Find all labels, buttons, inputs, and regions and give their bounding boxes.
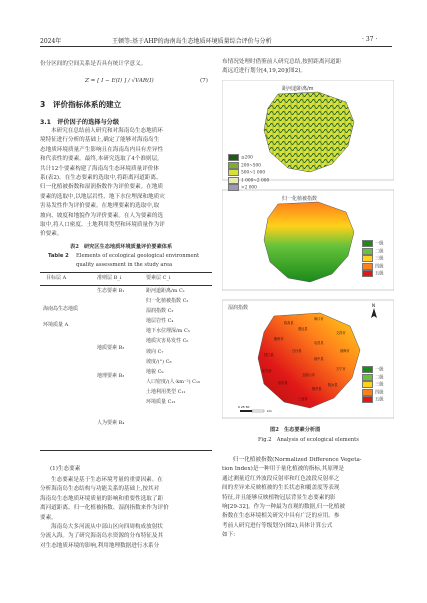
para3-line: 对生态地质环境的影响,利用地理数据进行水系分 <box>40 542 160 549</box>
legend-swatch <box>362 389 373 396</box>
city-label: 澄迈县 <box>298 327 308 331</box>
table-cell: 地貌 C₉ <box>146 368 164 375</box>
section-title: 3 评价指标体系的建立 <box>40 100 122 109</box>
para2-line: 要素。 <box>40 514 57 521</box>
legend-item: ≤200 <box>228 154 269 162</box>
para2-line: 分析海南岛生态结构与功能关系的基础上,按其对 <box>40 486 160 493</box>
city-label: 东方市 <box>262 369 272 373</box>
right-top-text <box>222 58 394 77</box>
table-header-rule <box>40 285 212 286</box>
city-label: 陵水县 <box>328 383 338 387</box>
legend-swatch <box>362 381 373 388</box>
legend-item: 二级 <box>362 248 384 256</box>
legend-ndvi <box>362 240 384 278</box>
city-label: 白沙县 <box>292 349 302 353</box>
table-bottom-rule <box>40 450 212 451</box>
legend-swatch <box>362 255 373 262</box>
legend-swatch <box>362 248 373 255</box>
table-cell: 地下水位埋深/m C₅ <box>146 328 190 335</box>
legend-item: 四级 <box>362 263 384 271</box>
legend-item: 三级 <box>362 381 384 389</box>
para4-line: 间的差异来反映植被的生长状态和覆盖度等表现 <box>222 485 340 492</box>
goal-line: 海南岛生态地质 <box>43 306 79 312</box>
scale-unit: km <box>267 409 272 413</box>
table-cell: 湿润指数 C₃ <box>146 308 174 315</box>
map1-label: 距河道距离/m <box>282 86 314 92</box>
legend-item: 三级 <box>362 255 384 263</box>
city-label: 儋州市 <box>274 337 284 341</box>
city-label: 昌江县 <box>264 353 274 357</box>
table-cell: 坡向 C₇ <box>146 348 164 355</box>
figure-caption-en: Fig.2 Analysis of ecological elements <box>258 437 359 443</box>
map2-label: 归一化植被指数 <box>282 196 318 202</box>
legend-item: 五级 <box>362 270 384 278</box>
legend-item: 一级 <box>362 240 384 248</box>
para1-line: 价要素。 <box>40 231 63 238</box>
table-cell: 人口密度/(人·km⁻²) C₁₀ <box>146 378 201 385</box>
legend-swatch <box>228 184 239 191</box>
city-label: 万宁市 <box>336 367 346 371</box>
figure-caption-cn: 图2 生态要素分析图 <box>270 427 321 433</box>
table-cell: 地质灾害易发性 C₆ <box>146 338 189 345</box>
city-label: 临高县 <box>284 321 294 325</box>
right-top-line: 布情况处理时借鉴前人研究总结,按照距离河道距 <box>222 59 342 65</box>
intro-line: 份分区间的空间关系是否具有统计学意义。 <box>40 61 147 67</box>
legend-river <box>228 154 269 192</box>
map3-island <box>258 313 360 408</box>
table-top-rule <box>40 272 212 273</box>
table-cell: 环境质量 C₁₂ <box>146 399 176 406</box>
table-caption-en-1: Elements of ecological geological environment <box>76 253 200 259</box>
para4-line: 指数在生态环境相关研究中具有广泛的应用。参 <box>222 513 340 520</box>
city-label: 五指山市 <box>302 373 315 377</box>
city-label: 屯昌县 <box>314 341 324 345</box>
para3-line: 分流入海。为了研究海南岛水资源的分布特征及其 <box>40 533 164 540</box>
table-cell: 距河道距离/m C₁ <box>146 288 185 294</box>
city-label: 琼中县 <box>314 357 324 361</box>
north-arrow <box>371 303 377 318</box>
paragraph-1 <box>40 127 212 240</box>
table-cell: 坡度/(°) C₈ <box>146 358 172 365</box>
para1-line: 系(表2)。在生态要素的选取中,将距离河道距离、 <box>40 175 162 182</box>
map3-label: 湿润指数 <box>228 305 249 311</box>
legend-item: 四级 <box>362 389 384 397</box>
legend-item: >2 000 <box>228 184 269 192</box>
para4-line: 特征,并且能够反映植物冠层背景生态要素的影 <box>222 494 336 501</box>
city-label: 乐东县 <box>278 381 288 385</box>
legend-swatch <box>362 240 373 247</box>
paragraph-4 <box>222 456 394 541</box>
goal-line: 环境质量 A <box>43 321 69 328</box>
table-cell: 土地利用类型 C₁₁ <box>146 388 186 395</box>
para1-line: 坡向、坡度和地貌作为评价要素。在人为要素的选 <box>40 212 164 219</box>
paragraph-2 <box>40 476 212 551</box>
para4-line: tion Index)是一种用于量化植被的指标,其原理是 <box>222 466 345 473</box>
table-criterion-1: 生态要素 B₁ <box>97 288 125 294</box>
subsection-title: 3.1 评价因子的选择与分级 <box>40 119 120 126</box>
legend-item: 500~1 000 <box>228 169 269 177</box>
para1-line: 害易发性作为评价要素。在地理要素的选取中,取 <box>40 203 160 210</box>
para1-line: 本研究在总结前人研究和对海南岛生态地质环 <box>51 128 163 134</box>
legend-item: 五级 <box>362 396 384 404</box>
legend-swatch <box>362 366 373 373</box>
table-elements <box>146 287 200 408</box>
page-number: · 37 · <box>362 36 378 43</box>
table-cell: 归一化植被指数 C₂ <box>146 298 189 305</box>
para2-line: 海南岛生态地质环境质量的影响和重要性选取了距 <box>40 495 164 502</box>
para2-line: 生态要素是基于生态环境考量的重要因素。在 <box>51 477 163 483</box>
legend-swatch <box>362 270 373 277</box>
city-label: 海口市 <box>314 317 324 321</box>
map2-island <box>264 202 354 282</box>
table-cell: 地层岩性 C₄ <box>146 318 174 325</box>
para1-line: 要素的选取中,以地层岩性、地下水位埋深和地质灾 <box>40 193 165 200</box>
legend-swatch <box>362 396 373 403</box>
legend-swatch <box>362 263 373 270</box>
header-title: 王顿等:基于AHP的海南岛生态地质环境质量综合评价与分析 <box>112 38 272 45</box>
city-label: 文昌市 <box>336 331 346 335</box>
table-caption-cn: 表2 研究区生态地质环境质量评价要素体系 <box>70 244 173 250</box>
para1-line: 归一化植被指数和湿润指数作为评价要素。在地质 <box>40 184 164 191</box>
scale-label: 0 25 50 <box>238 405 250 409</box>
city-label: 保亭县 <box>312 387 322 391</box>
para1-line: 和代表性的要素。最终,本研究选取了4个准则层, <box>40 156 159 163</box>
table-caption-en-label: Table 2 <box>48 253 69 259</box>
para2-line: 离河道距离、归一化植被指数、湿润指数来作为评价 <box>40 505 169 512</box>
table-caption-en-2: quality assessment in the study area <box>76 262 173 268</box>
para1-line: 取中,将人口密度、土地利用类型和环境质量作为评 <box>40 222 165 229</box>
para1-line: 境特征进行分析的基础上,确定了能够对海南岛生 <box>40 137 160 144</box>
legend-swatch <box>228 162 239 169</box>
legend-item: 二级 <box>362 374 384 382</box>
map1-island <box>264 92 354 172</box>
para3-line: 海南岛大多河流从中部山区向四周构成放射状 <box>51 524 163 531</box>
sub-heading-ecology: (1)生态要素 <box>50 466 81 472</box>
para4-line: 通过测量近红外波段反射率和红色波段反射率之 <box>222 475 340 482</box>
scale-bar <box>238 405 272 413</box>
para4-line: 响[29-32]。作为一种最为直观的数据,归一化植被 <box>222 504 345 511</box>
table-goal-cell <box>43 305 78 330</box>
legend-item: 一级 <box>362 366 384 374</box>
formula-number: (7) <box>200 78 208 84</box>
formula: Z = [ I − E(I) ] / √VAR(I) <box>85 78 154 84</box>
legend-item: 200~500 <box>228 162 269 170</box>
header-year: 2024年 <box>40 38 62 45</box>
legend-item: 1 000~2 000 <box>228 177 269 185</box>
header-rule <box>40 46 392 47</box>
table-criterion-4: 人为要素 B₄ <box>97 420 125 426</box>
para1-line: 态地质环境质量产生影响且在海南岛内具有差异性 <box>40 146 164 153</box>
para4-line: 考前人研究进行等级划分(图2),具体计算公式 <box>222 522 333 529</box>
legend-wetness <box>362 366 384 404</box>
city-label: 琼海市 <box>340 349 350 353</box>
legend-swatch <box>228 154 239 161</box>
city-label: 三亚市 <box>298 397 308 401</box>
north-label: N <box>372 303 375 308</box>
right-top-line: 离远近进行划分[4,19,20](图2)。 <box>222 68 306 75</box>
legend-swatch <box>362 374 373 381</box>
table-header-element: 要素层 C_i <box>146 275 171 281</box>
para1-line: 共计12个要素构建了海南岛生态环境质量评价体 <box>40 165 159 172</box>
table-header-criterion: 准则层 B_i <box>97 275 122 281</box>
para4-line: 如下: <box>222 532 236 539</box>
table-header-goal: 目标层 A <box>46 275 67 281</box>
para4-line: 归一化植被指数(Normalized Difference Vegeta- <box>233 457 362 463</box>
legend-swatch <box>228 169 239 176</box>
table-criterion-2: 地质要素 B₂ <box>97 345 125 351</box>
legend-swatch <box>228 177 239 184</box>
table-criterion-3: 地理要素 B₃ <box>97 373 125 379</box>
